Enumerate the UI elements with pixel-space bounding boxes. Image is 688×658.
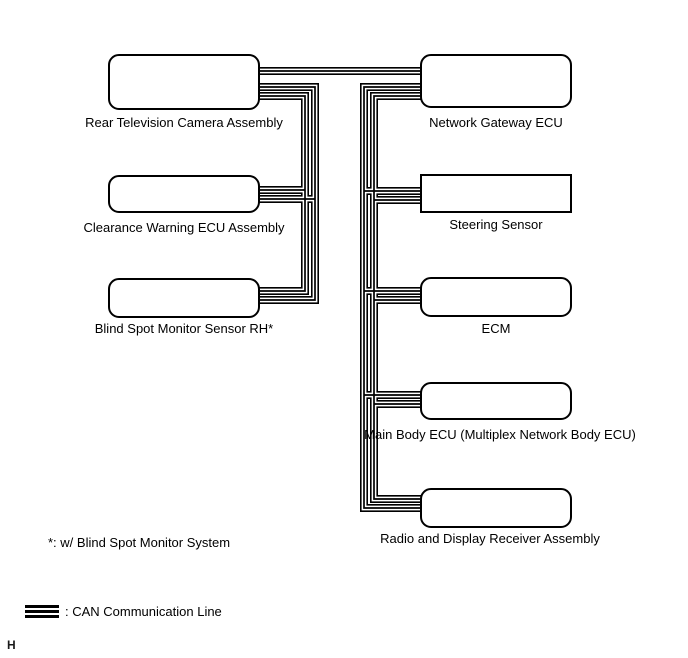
legend-label: : CAN Communication Line bbox=[65, 604, 222, 619]
node-label-ecm: ECM bbox=[481, 321, 511, 336]
node-label-steering-sensor: Steering Sensor bbox=[449, 217, 543, 232]
page-marker: H bbox=[7, 638, 16, 652]
node-label-rear-television-camera-assembly: Rear Television Camera Assembly bbox=[85, 115, 283, 130]
node-box-blind-spot-monitor-sensor-rh bbox=[108, 278, 260, 318]
node-label-network-gateway-ecu: Network Gateway ECU bbox=[429, 115, 563, 130]
node-label-blind-spot-monitor-sensor-rh: Blind Spot Monitor Sensor RH* bbox=[94, 321, 274, 336]
node-box-rear-television-camera-assembly bbox=[108, 54, 260, 110]
node-box-network-gateway-ecu bbox=[420, 54, 572, 108]
node-box-steering-sensor bbox=[420, 174, 572, 213]
node-label-main-body-ecu: Main Body ECU (Multiplex Network Body ECU) bbox=[364, 427, 636, 442]
node-label-clearance-warning-ecu-assembly: Clearance Warning ECU Assembly bbox=[83, 220, 285, 235]
node-box-ecm bbox=[420, 277, 572, 317]
legend-can-communication-line bbox=[25, 604, 222, 619]
node-box-radio-and-display-receiver-assembly bbox=[420, 488, 572, 528]
can-triple-line-symbol bbox=[25, 605, 59, 618]
footnote-blind-spot-monitor-system: *: w/ Blind Spot Monitor System bbox=[48, 535, 231, 550]
node-box-clearance-warning-ecu-assembly bbox=[108, 175, 260, 213]
node-label-radio-and-display-receiver-assembly: Radio and Display Receiver Assembly bbox=[380, 531, 600, 546]
node-box-main-body-ecu bbox=[420, 382, 572, 420]
